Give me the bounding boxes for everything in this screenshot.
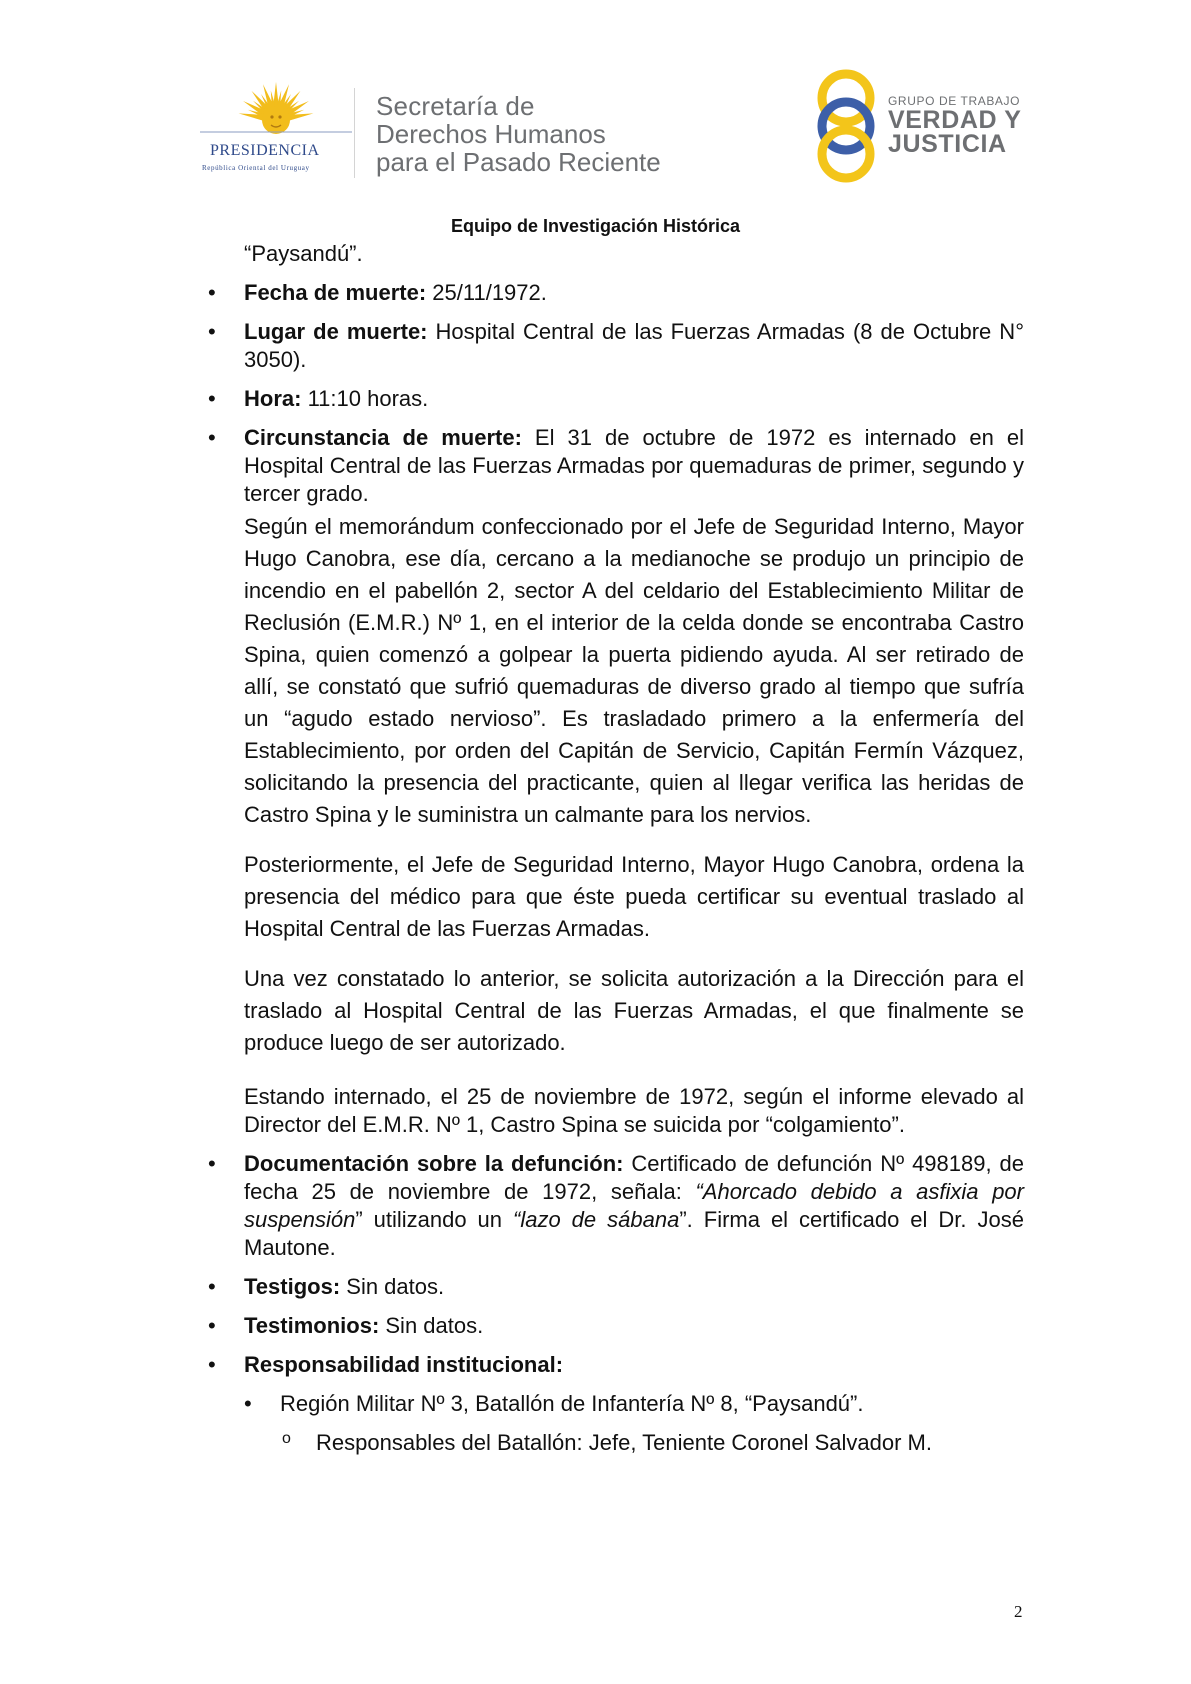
circunstancia-paragraph-1: Según el memorándum confeccionado por el Jefe de Seguridad Interno, Mayor Hugo Canobra, ese día, cercano a la medianoche se produjo un principio de incendio en el pabellón 2, sector A del celdario del Establecimiento Militar de Reclusión (E.M.R.) Nº 1, en el interior de la celda donde se encontraba Castro Spina, quien comenzó a golpear la puerta pidiendo ayuda. Al ser retirado de allí, se constató que sufrió quemaduras de diverso grado al tiempo que sufría un “agudo estado nervioso”. Es trasladado primero a la enfermería del Establecimiento, por orden del Capitán de Servicio, Capitán Fermín Vázquez, solicitando la presencia del practicante, quien al llegar verifica las heridas de Castro Spina y le suministra un calmante para los nervios. (244, 514, 1024, 827)
secretaria-logo-text (376, 92, 661, 176)
subsub-bullet: o (282, 1430, 291, 1447)
circunstancia-label: Circunstancia de muerte: (244, 425, 522, 450)
responsabilidad-subsub-text: Responsables del Batallón: Jefe, Teniente Coronel Salvador M. (316, 1430, 932, 1455)
lugar-value: Hospital Central de las Fuerzas Armadas (8 de Octubre N° 3050). (244, 319, 1024, 372)
page-number: 2 (1014, 1602, 1023, 1621)
section-title: Equipo de Investigación Histórica (450, 216, 741, 236)
documentacion-item (208, 1150, 1024, 1262)
circunstancia-value: El 31 de octubre de 1972 es internado en el Hospital Central de las Fuerzas Armadas por quemaduras de primer, segundo y tercer grado. (244, 425, 1024, 506)
responsabilidad-label: Responsabilidad institucional: (244, 1352, 564, 1377)
responsabilidad-sub-text: Región Militar Nº 3, Batallón de Infantería Nº 8, “Paysandú”. (280, 1391, 864, 1416)
header-divider (354, 88, 355, 178)
presidencia-label: PRESIDENCIA (210, 142, 320, 159)
grupo-line-3: JUSTICIA (888, 130, 1007, 158)
fecha-item (208, 279, 1024, 307)
hora-value: 11:10 horas. (301, 386, 429, 411)
documentacion-text-2: ” utilizando un (355, 1207, 514, 1232)
continuation-text: “Paysandú”. (244, 241, 363, 266)
sub-bullet: • (244, 1391, 252, 1416)
hora-label: Hora: (244, 386, 302, 411)
verdad-justicia-text (888, 94, 1022, 156)
responsabilidad-item (208, 1351, 1024, 1379)
lugar-item (208, 318, 1024, 374)
responsabilidad-sub-item (208, 1390, 1024, 1418)
documentacion-text-1: Certificado de defunción Nº 498189, de fecha 25 de noviembre de 1972, señala: (244, 1151, 1024, 1204)
secretaria-line-2: Derechos Humanos (376, 119, 606, 149)
circunstancia-item (208, 424, 1024, 508)
document-body (208, 240, 1024, 1457)
fecha-label: Fecha de muerte: (244, 280, 427, 305)
circunstancia-paragraph-2: Posteriormente, el Jefe de Seguridad Interno, Mayor Hugo Canobra, ordena la presencia del médico para que éste pueda certificar su eventual traslado al Hospital Central de las Fuerzas Armadas. (244, 852, 1024, 941)
continuation-line (208, 240, 1024, 268)
secretaria-line-3: para el Pasado Reciente (376, 147, 661, 177)
testimonios-label: Testimonios: (244, 1313, 380, 1338)
fecha-value: 25/11/1972. (426, 280, 547, 305)
testigos-value: Sin datos. (340, 1274, 445, 1299)
testimonios-value: Sin datos. (379, 1313, 484, 1338)
lugar-label: Lugar de muerte: (244, 319, 428, 344)
sun-emblem-icon (196, 82, 356, 144)
grupo-line-2: VERDAD Y (888, 106, 1022, 134)
testigos-label: Testigos: (244, 1274, 341, 1299)
grupo-line-1: GRUPO DE TRABAJO (888, 94, 1021, 108)
presidencia-logo (196, 82, 356, 182)
documentacion-label: Documentación sobre la defunción: (244, 1151, 624, 1176)
testimonios-item (208, 1312, 1024, 1340)
circunstancia-paragraph-3: Una vez constatado lo anterior, se solicita autorización a la Dirección para el traslado al Hospital Central de las Fuerzas Armadas, el que finalmente se produce luego de ser autorizado. (244, 966, 1024, 1055)
republica-label: República Oriental del Uruguay (202, 164, 310, 172)
secretaria-line-1: Secretaría de (376, 91, 535, 121)
documentacion-text-3: ”. Firma el certificado el Dr. José Mautone. (244, 1207, 1024, 1260)
responsabilidad-subsub-item (208, 1429, 1024, 1457)
documentacion-quote-2: “lazo de sábana (513, 1207, 680, 1232)
circunstancia-paragraph-4: Estando internado, el 25 de noviembre de 1972, según el informe elevado al Director del E.M.R. Nº 1, Castro Spina se suicida por “colgamiento”. (244, 1084, 1024, 1137)
hora-item (208, 385, 1024, 413)
documentacion-quote-1: “Ahorcado debido a asfixia por suspensión (244, 1179, 1024, 1232)
testigos-item (208, 1273, 1024, 1301)
